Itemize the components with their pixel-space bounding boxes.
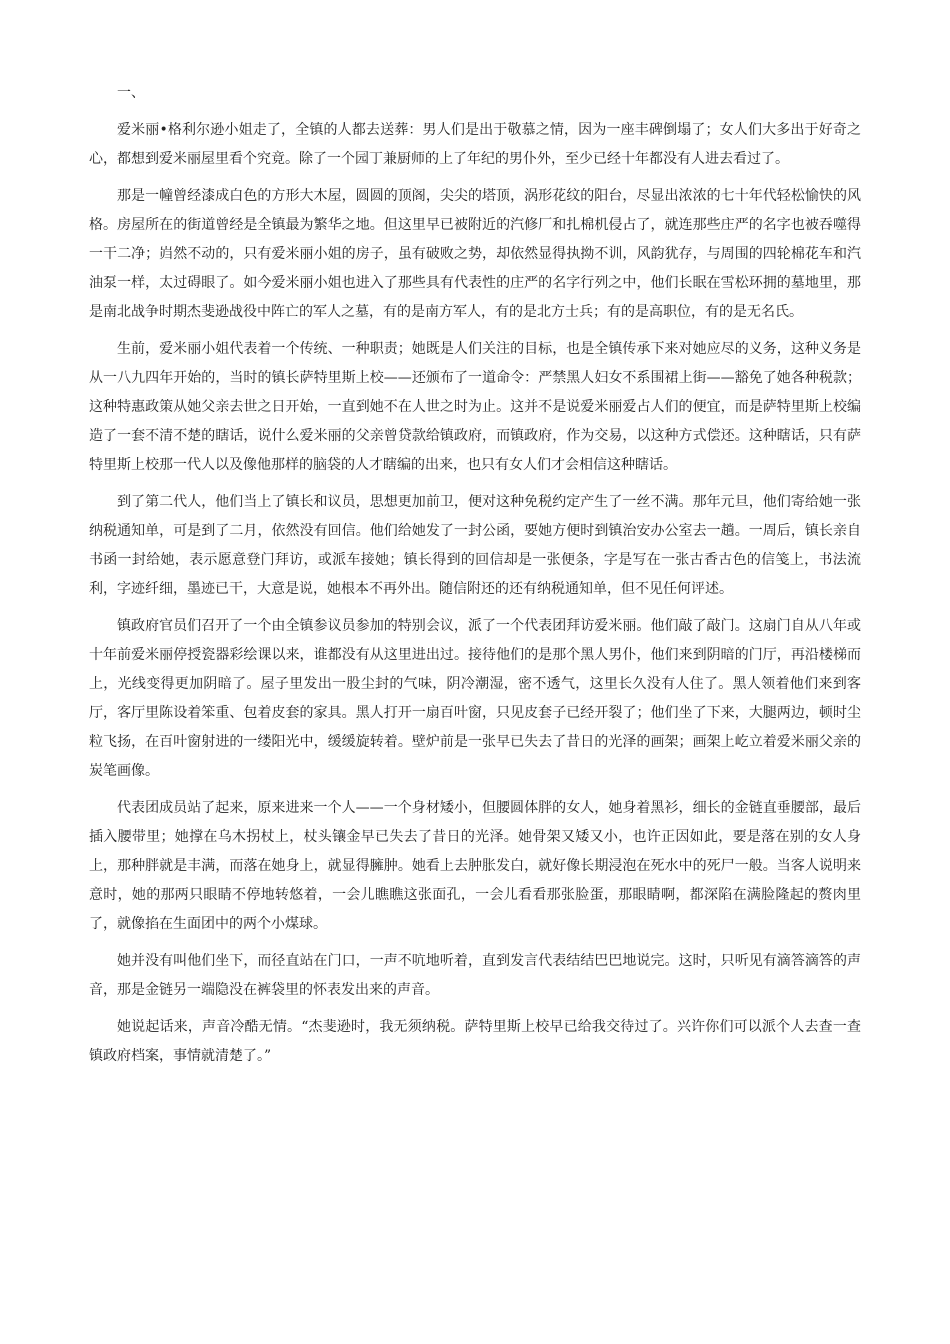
paragraph-8: 她说起话来，声音冷酷无情。“杰斐逊时，我无须纳税。萨特里斯上校早已给我交待过了。兴许你们可以派个人去查一查镇政府档案，事情就清楚了。” bbox=[89, 1019, 861, 1064]
paragraph-6: 代表团成员站了起来，原来进来一个人——一个身材矮小，但腰圆体胖的女人，她身着黑衫，细长的金链直垂腰部，最后插入腰带里；她撑在乌木拐杖上，杖头镶金早已失去了昔日的光泽。她骨架又矮又小，也许正因如此，要是落在别的女人身上，那种胖就是丰满，而落在她身上，就显得臃肿。她看上去肿胀发白，就好像长期浸泡在死水中的死尸一般。当客人说明来意时，她的那两只眼睛不停地转悠着，一会儿瞧瞧这张面孔，一会儿看看那张脸蛋，那眼睛啊，都深陷在满脸隆起的赘肉里了，就像掐在生面团中的两个小煤球。 bbox=[89, 800, 861, 932]
paragraph-3: 生前，爱米丽小姐代表着一个传统、一种职责；她既是人们关注的目标，也是全镇传承下来对她应尽的义务，这种义务是从一八九四年开始的，当时的镇长萨特里斯上校——还颁布了一道命令：严禁黑人妇女不系围裙上街——豁免了她各种税款；这种特惠政策从她父亲去世之日开始，一直到她不在人世之时为止。这并不是说爱米丽爱占人们的便宜，而是萨特里斯上校编造了一套不清不楚的瞎话，说什么爱米丽的父亲曾贷款给镇政府，而镇政府，作为交易，以这种方式偿还。这种瞎话，只有萨特里斯上校那一代人以及像他那样的脑袋的人才瞎编的出来，也只有女人们才会相信这种瞎话。 bbox=[89, 341, 861, 473]
paragraph-1: 爱米丽•格利尔逊小姐走了，全镇的人都去送葬：男人们是出于敬慕之情，因为一座丰碑倒塌了；女人们大多出于好奇之心，都想到爱米丽屋里看个究竟。除了一个园丁兼厨师的上了年纪的男仆外，至少已经十年都没有人进去看过了。 bbox=[89, 122, 861, 167]
document-body bbox=[89, 79, 861, 1079]
paragraph-5: 镇政府官员们召开了一个由全镇参议员参加的特别会议，派了一个代表团拜访爱米丽。他们敲了敲门。这扇门自从八年或十年前爱米丽停授瓷器彩绘课以来，谁都没有从这里进出过。接待他们的是那个黑人男仆，他们来到阴暗的门厅，再沿楼梯而上，光线变得更加阴暗了。屋子里发出一股尘封的气味，阴冷潮湿，密不透气，这里长久没有人住了。黑人领着他们来到客厅，客厅里陈设着笨重、包着皮套的家具。黑人打开一扇百叶窗，只见皮套子已经开裂了；他们坐了下来，大腿两边，顿时尘粒飞扬，在百叶窗射进的一缕阳光中，缓缓旋转着。壁炉前是一张早已失去了昔日的光泽的画架；画架上屹立着爱米丽父亲的炭笔画像。 bbox=[89, 618, 861, 779]
paragraph-7: 她并没有叫他们坐下，而径直站在门口，一声不吭地听着，直到发言代表结结巴巴地说完。这时，只听见有滴答滴答的声音，那是金链另一端隐没在裤袋里的怀表发出来的声音。 bbox=[89, 953, 861, 998]
paragraph-4: 到了第二代人，他们当上了镇长和议员，思想更加前卫，便对这种免税约定产生了一丝不满。那年元旦，他们寄给她一张纳税通知单，可是到了二月，依然没有回信。他们给她发了一封公函，要她方便时到镇治安办公室去一趟。一周后，镇长亲自书函一封给她，表示愿意登门拜访，或派车接她；镇长得到的回信却是一张便条，字是写在一张古香古色的信笺上，书法流利，字迹纤细，墨迹已干，大意是说，她根本不再外出。随信附还的还有纳税通知单，但不见任何评述。 bbox=[89, 494, 861, 597]
section-number: 一、 bbox=[117, 85, 145, 101]
paragraph-2: 那是一幢曾经漆成白色的方形大木屋，圆圆的顶阁，尖尖的塔顶，涡形花纹的阳台，尽显出浓浓的七十年代轻松愉快的风格。房屋所在的街道曾经是全镇最为繁华之地。但这里早已被附近的汽修厂和扎棉机侵占了，就连那些庄严的名字也被吞噬得一干二净；岿然不动的，只有爱米丽小姐的房子，虽有破败之势，却依然显得执拗不训，风韵犹存，与周围的四轮棉花车和汽油泵一样，太过碍眼了。如今爱米丽小姐也进入了那些具有代表性的庄严的名字行列之中，他们长眠在雪松环拥的墓地里，那是南北战争时期杰斐逊战役中阵亡的军人之墓，有的是南方军人，有的是北方士兵；有的是高职位，有的是无名氏。 bbox=[89, 188, 861, 320]
